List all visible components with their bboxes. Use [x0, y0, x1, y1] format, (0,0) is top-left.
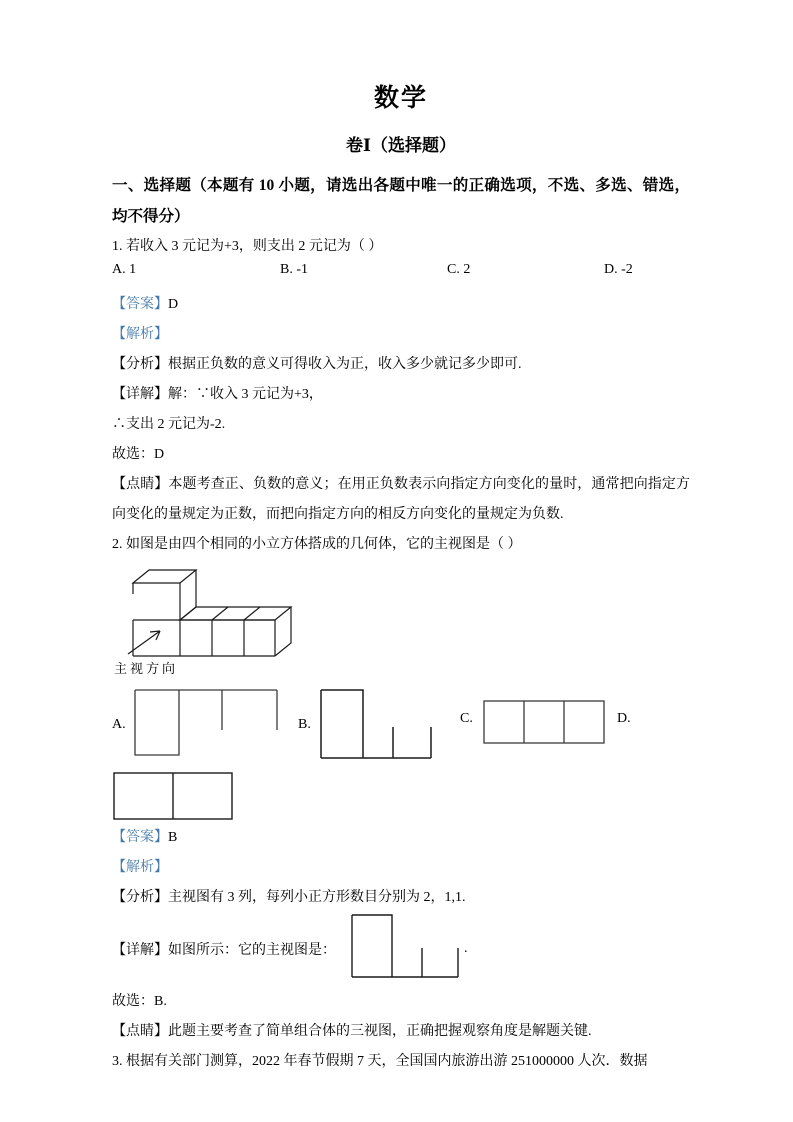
answer-tag: 【答案】 [112, 297, 168, 313]
question-2-choose-line [112, 987, 690, 1017]
question-2-analysis-line [112, 883, 690, 913]
insight-tag: 【点睛】 [112, 477, 169, 493]
question-2-choice-row [112, 685, 690, 771]
paper-section-subtitle: 卷Ⅰ（选择题） [346, 136, 456, 155]
option-b-figure [318, 685, 434, 767]
option-b-label: B. [298, 717, 311, 733]
question-1-choose-line [112, 440, 690, 470]
question-2-answer-line [112, 823, 690, 853]
question-1-option-a[interactable] [112, 262, 136, 278]
question-1-choose-value: D [154, 447, 165, 463]
question-2-insight-line [112, 1017, 690, 1047]
question-1-options [112, 262, 690, 290]
option-key: C. [447, 262, 460, 278]
question-1-insight-line [112, 470, 690, 530]
option-text: -1 [296, 262, 309, 278]
option-text: 1 [129, 262, 137, 278]
question-1-explain-line [112, 320, 690, 350]
question-1-option-b[interactable] [280, 262, 308, 278]
question-1-stem: 1. 若收入 3 元记为+3，则支出 2 元记为（ ） [112, 239, 383, 255]
question-2-analysis-text: 主视图有 3 列，每列小正方形数目分别为 2，1,1. [168, 890, 466, 906]
question-2-choose-value: B. [154, 994, 167, 1010]
question-1-detail-line-2 [112, 410, 690, 440]
option-c-figure [482, 699, 606, 745]
question-3-stem: 3. 根据有关部门测算，2022 年春节假期 7 天，全国国内旅游出游 251000000 人次．数据 [112, 1054, 648, 1070]
option-key: B. [280, 262, 293, 278]
question-1-detail-text-2: ∴支出 2 元记为-2. [112, 417, 226, 433]
page-title: 数学 [373, 85, 428, 112]
question-1-option-d[interactable] [604, 262, 633, 278]
option-b-shape-svg [318, 685, 434, 767]
option-c-shape-svg [482, 699, 606, 745]
question-1-analysis-line [112, 350, 690, 380]
option-a-figure [134, 685, 278, 765]
option-a-label: A. [112, 717, 126, 733]
question-2-explain-line [112, 853, 690, 883]
isometric-cubes-svg [116, 564, 406, 660]
question-2-stem: 2. 如图是由四个相同的小立方体搭成的几何体，它的主视图是（ ） [112, 537, 522, 553]
question-1-insight-text: 本题考查正、负数的意义；在用正负数表示向指定方向变化的量时，通常把向指定方向变化的量规定为正数，而把向指定方向的相反方向变化的量规定为负数. [112, 477, 691, 523]
view-direction-label: 主视方向 [114, 661, 179, 677]
question-1-option-c[interactable] [447, 262, 470, 278]
question-1-answer-line [112, 290, 690, 320]
option-d-label: D. [617, 711, 631, 727]
insight-tag: 【点睛】 [112, 1024, 168, 1040]
question-2-detail-suffix: . [464, 941, 468, 957]
detail-tag: 【详解】 [112, 943, 168, 959]
question-1-detail-text-1: 解：∵收入 3 元记为+3， [168, 387, 323, 403]
answer-tag: 【答案】 [112, 830, 168, 846]
option-d-figure [112, 771, 236, 821]
option-a-shape-svg [134, 685, 278, 765]
question-2-solid-figure [116, 564, 690, 660]
question-1-analysis-text: 根据正负数的意义可得收入为正，收入多少就记多少即可. [168, 357, 522, 373]
choose-label: 故选： [112, 447, 154, 463]
question-2-inline-figure [350, 913, 462, 990]
analysis-tag: 【分析】 [112, 357, 168, 373]
explain-tag: 【解析】 [112, 327, 168, 343]
choose-label: 故选： [112, 994, 154, 1010]
analysis-tag: 【分析】 [112, 890, 168, 906]
option-text: -2 [621, 262, 633, 278]
question-2-answer-value: B [168, 830, 178, 846]
detail-tag: 【详解】 [112, 387, 168, 403]
question-2-insight-text: 此题主要考查了简单组合体的三视图，正确把握观察角度是解题关键. [168, 1024, 592, 1040]
question-2-detail-text [112, 939, 336, 959]
explain-tag: 【解析】 [112, 860, 168, 876]
question-2-detail-line [112, 913, 690, 987]
option-text: 2 [463, 262, 471, 278]
option-key: D. [604, 262, 618, 278]
inline-front-view-svg [350, 913, 462, 985]
section-heading: 一、选择题（本题有 10 小题，请选出各题中唯一的正确选项，不选、多选、错选，均不得分） [112, 177, 690, 226]
option-c-label: C. [460, 711, 473, 727]
question-1-answer-value: D [168, 297, 179, 313]
question-1-detail-line-1 [112, 380, 690, 410]
page-content [112, 0, 690, 1077]
option-key: A. [112, 262, 126, 278]
option-d-shape-svg [112, 771, 236, 821]
question-2-option-d-figure-row [112, 771, 690, 823]
question-2-detail-prefix: 如图所示：它的主视图是： [168, 943, 336, 959]
